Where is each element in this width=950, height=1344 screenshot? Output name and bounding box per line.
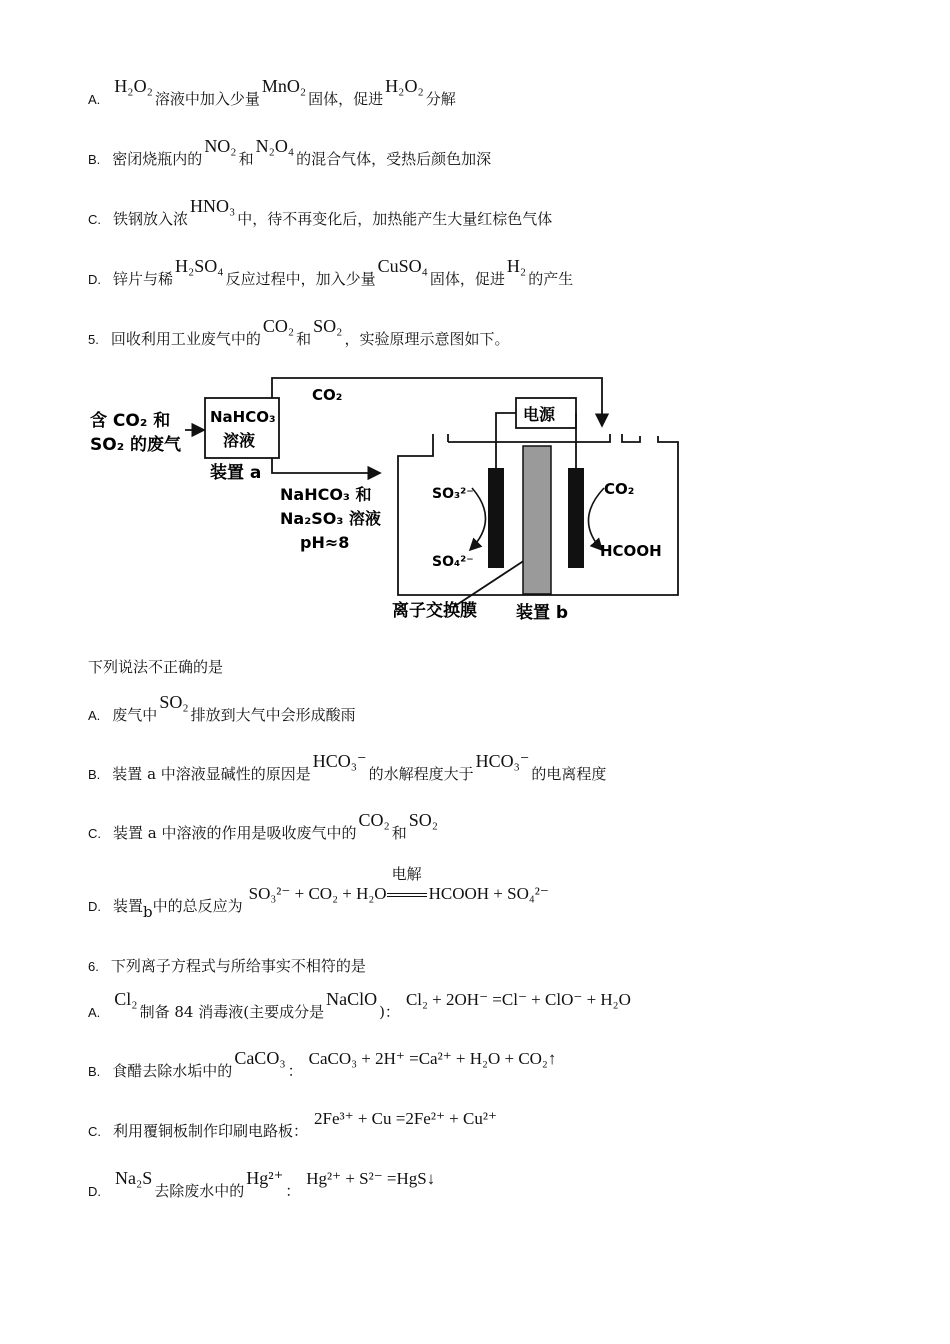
text: )： xyxy=(379,1003,400,1021)
text: 去除废水中的 xyxy=(154,1182,245,1200)
device-b-label: 装置 b xyxy=(516,603,569,623)
device-a-label: 装置 a xyxy=(210,463,262,483)
option-label: A. xyxy=(88,92,101,107)
formula: SO₂ xyxy=(408,810,439,830)
formula: N₂O₄ xyxy=(255,136,295,156)
text: 中的总反应为 xyxy=(152,897,243,915)
formula: CO₂ xyxy=(358,810,390,830)
text: 中，待不再变化后，加热能产生大量红棕色气体 xyxy=(237,210,553,228)
q6-option-c xyxy=(88,1109,497,1141)
solution-label-1: NaHCO₃ 和 xyxy=(280,485,372,504)
solution-label-3: pH≈8 xyxy=(300,533,350,552)
text: 和 xyxy=(296,330,312,348)
q4-option-b xyxy=(88,136,492,169)
text: 和 xyxy=(238,150,254,168)
formula: Hg²⁺ xyxy=(246,1168,284,1188)
option-label: D. xyxy=(88,899,101,914)
condition-label: 电解 xyxy=(391,865,422,883)
text: 利用覆铜板制作印刷电路板： xyxy=(113,1122,309,1140)
text: 装置 xyxy=(113,897,144,915)
text: 的水解程度大于 xyxy=(368,765,474,783)
text: 制备 84 消毒液(主要成分是 xyxy=(139,1003,325,1021)
text: 废气中 xyxy=(112,706,158,724)
q4-option-c xyxy=(88,196,553,229)
waste-gas-label-2: SO₂ 的废气 xyxy=(90,435,182,455)
q5-option-d xyxy=(88,865,549,921)
formula: SO₂ xyxy=(313,316,343,336)
text: 的产生 xyxy=(528,270,574,288)
box-a-line-1: NaHCO₃ xyxy=(210,408,276,426)
formula: H₂SO₄ xyxy=(175,256,224,276)
text: 锌片与稀 xyxy=(113,270,174,288)
formula: CaCO₃ xyxy=(234,1048,286,1068)
electrolysis-diagram xyxy=(80,370,700,630)
text: 分解 xyxy=(425,90,456,108)
membrane-label: 离子交换膜 xyxy=(392,601,477,621)
option-label: B. xyxy=(88,767,101,782)
text: 和 xyxy=(391,824,407,842)
option-label: C. xyxy=(88,826,101,841)
formula: CO₂ xyxy=(262,316,295,336)
electrolysis-arrow xyxy=(387,865,427,903)
option-label: B. xyxy=(88,152,101,167)
text: 铁钢放入浓 xyxy=(113,210,189,228)
equation-rhs: HCOOH + SO₄²⁻ xyxy=(428,884,549,903)
hcooh-label: HCOOH xyxy=(600,542,662,560)
text: 装置 a 中溶液的作用是吸收废气中的 xyxy=(113,824,357,842)
text: 下列说法不正确的是 xyxy=(88,658,224,676)
text: 的电离程度 xyxy=(531,765,607,783)
solution-label-2: Na₂SO₃ 溶液 xyxy=(280,509,381,528)
co2-right-label: CO₂ xyxy=(604,480,635,498)
text: 密闭烧瓶内的 xyxy=(112,150,203,168)
question-number: 6. xyxy=(88,959,99,974)
equation: 2Fe³⁺ + Cu =2Fe²⁺ + Cu²⁺ xyxy=(314,1109,497,1128)
co2-top-label: CO₂ xyxy=(312,386,343,404)
equation-lhs: SO₃²⁻ + CO₂ + H₂O xyxy=(248,884,387,903)
option-label: B. xyxy=(88,1064,101,1079)
box-a-line-2: 溶液 xyxy=(223,431,256,450)
text: 固体，促进 xyxy=(308,90,384,108)
sulfite-label: SO₃²⁻ xyxy=(432,486,474,502)
subscript-b: b xyxy=(143,903,153,921)
text: ，实验原理示意图如下。 xyxy=(344,330,510,348)
q6-option-a xyxy=(88,989,631,1022)
option-label: C. xyxy=(88,1124,101,1139)
formula: HCO₃⁻ xyxy=(312,751,367,771)
formula: CuSO₄ xyxy=(377,256,428,276)
formula: H₂O₂ xyxy=(385,76,424,96)
formula: NO₂ xyxy=(204,136,237,156)
formula: SO₂ xyxy=(159,692,189,712)
sulfate-label: SO₄²⁻ xyxy=(432,554,474,570)
formula: Na₂S xyxy=(115,1168,153,1188)
text: 装置 a 中溶液显碱性的原因是 xyxy=(112,765,311,783)
option-label: A. xyxy=(88,708,101,723)
formula: HCO₃⁻ xyxy=(475,751,530,771)
q5-option-a xyxy=(88,692,356,725)
formula: MnO₂ xyxy=(261,76,307,96)
q4-option-a xyxy=(88,76,456,109)
equation: Hg²⁺ + S²⁻ =HgS↓ xyxy=(306,1169,436,1188)
option-label: A. xyxy=(88,1005,101,1020)
q5-question xyxy=(88,656,223,677)
option-label: D. xyxy=(88,272,101,287)
formula: Cl₂ xyxy=(114,989,138,1009)
formula: H₂ xyxy=(506,256,527,276)
text: 排放到大气中会形成酸雨 xyxy=(190,706,356,724)
formula: HNO₃ xyxy=(190,196,236,216)
equation: Cl₂ + 2OH⁻ =Cl⁻ + ClO⁻ + H₂O xyxy=(405,990,631,1009)
q5-stem xyxy=(88,316,510,349)
q6-option-d xyxy=(88,1168,436,1201)
power-label: 电源 xyxy=(523,405,556,424)
text: ： xyxy=(285,1182,301,1200)
option-label: C. xyxy=(88,212,101,227)
q5-option-c xyxy=(88,810,440,843)
q6-stem xyxy=(88,955,366,976)
text: ： xyxy=(287,1062,303,1080)
waste-gas-label-1: 含 CO₂ 和 xyxy=(90,411,171,431)
formula: NaClO xyxy=(326,989,378,1009)
text: 的混合气体，受热后颜色加深 xyxy=(296,150,492,168)
text: 反应过程中，加入少量 xyxy=(225,270,376,288)
q5-option-b xyxy=(88,751,607,784)
option-label: D. xyxy=(88,1184,101,1199)
text: 下列离子方程式与所给事实不相符的是 xyxy=(110,957,366,975)
q6-option-b xyxy=(88,1048,557,1081)
question-number: 5. xyxy=(88,332,99,347)
equation: CaCO₃ + 2H⁺ =Ca²⁺ + H₂O + CO₂↑ xyxy=(308,1049,557,1068)
text: 溶液中加入少量 xyxy=(154,90,260,108)
text: 回收利用工业废气中的 xyxy=(110,330,261,348)
q4-option-d xyxy=(88,256,574,289)
formula: H₂O₂ xyxy=(114,76,153,96)
text: 食醋去除水垢中的 xyxy=(112,1062,233,1080)
text: 固体，促进 xyxy=(429,270,505,288)
